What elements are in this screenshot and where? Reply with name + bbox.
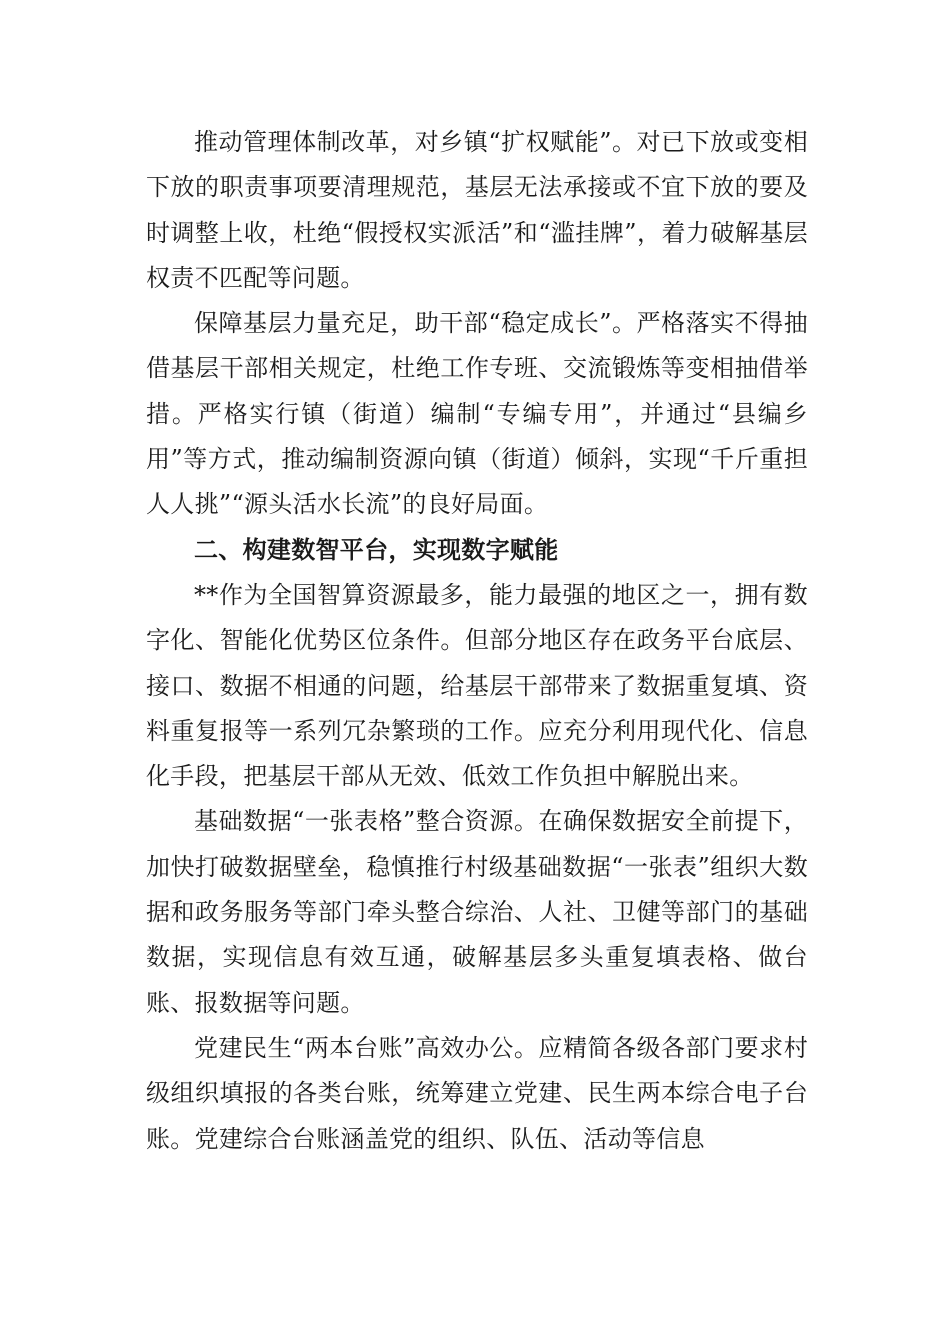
section-heading: 二、构建数智平台，实现数字赋能 (194, 535, 559, 564)
paragraph-empower-townships: 推动管理体制改革，对乡镇“扩权赋能”。对已下放或变相下放的职责事项要清理规范，基层无法承接或不宜下放的要及时调整上收，杜绝“假授权实派活”和“滥挂牌”，着力破解基层权责不匹配等问题。 (146, 128, 808, 292)
document-page (146, 120, 808, 1162)
paragraph-one-table: 基础数据“一张表格”整合资源。在确保数据安全前提下，加快打破数据壁垒，稳慎推行村级基础数据“一张表”组织大数据和政务服务等部门牵头整合综治、人社、卫健等部门的基础数据，实现信息有效互通，破解基层多头重复填表格、做台账、报数据等问题。 (146, 807, 808, 1017)
paragraph-digital-platform: **作为全国智算资源最多，能力最强的地区之一，拥有数字化、智能化优势区位条件。但部分地区存在政务平台底层、接口、数据不相通的问题，给基层干部带来了数据重复填、资料重复报等一系列冗杂繁琐的工作。应充分利用现代化、信息化手段，把基层干部从无效、低效工作负担中解脱出来。 (146, 580, 808, 791)
paragraph-grassroots-staffing: 保障基层力量充足，助干部“稳定成长”。严格落实不得抽借基层干部相关规定，杜绝工作专班、交流锻炼等变相抽借举措。严格实行镇（街道）编制“专编专用”，并通过“县编乡用”等方式，推动编制资源向镇（街道）倾斜，实现“千斤重担人人挑”“源头活水长流”的良好局面。 (146, 309, 808, 519)
paragraph-two-ledgers: 党建民生“两本台账”高效办公。应精简各级各部门要求村级组织填报的各类台账，统筹建立党建、民生两本综合电子台账。党建综合台账涵盖党的组织、队伍、活动等信息 (146, 1033, 808, 1153)
